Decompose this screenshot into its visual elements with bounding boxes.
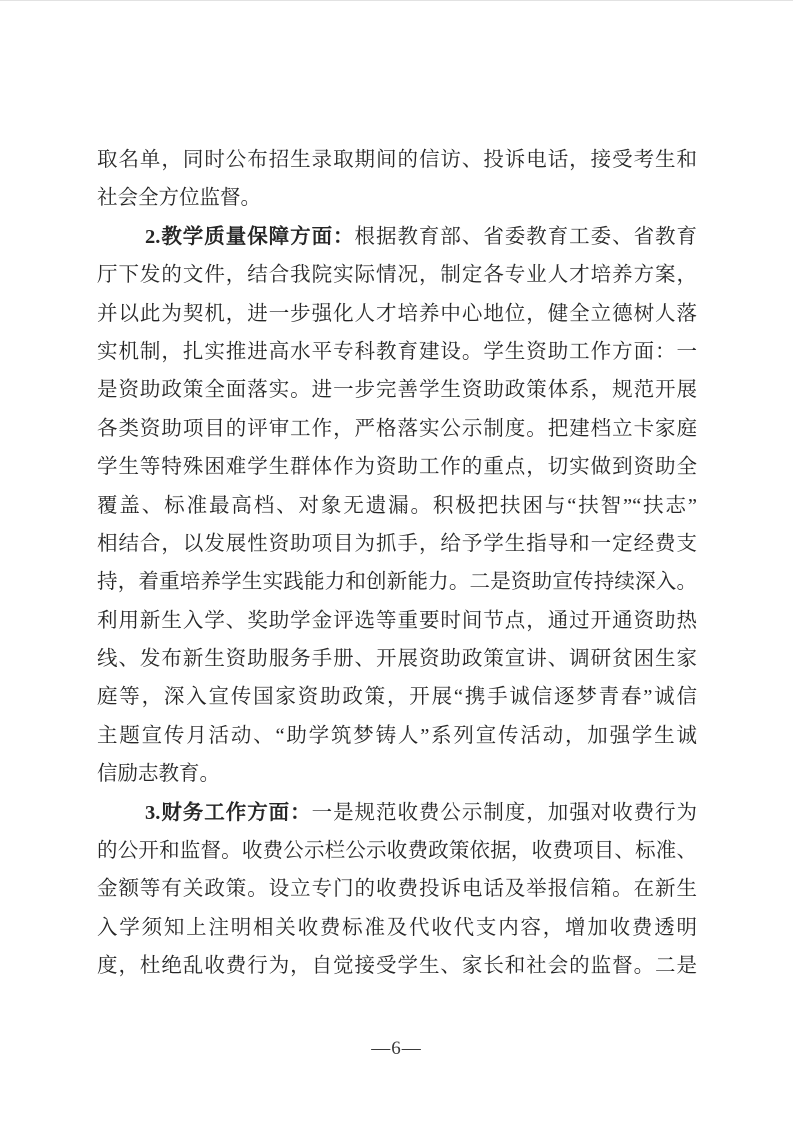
text-run: 庭等，深入宣传国家资助政策，开展“携手诚信逐梦青春”诚信 bbox=[97, 686, 697, 709]
doc-line bbox=[97, 410, 697, 448]
doc-line bbox=[97, 333, 697, 371]
text-run: 社会全方位监督。 bbox=[97, 187, 261, 210]
page-number: —6— bbox=[371, 1038, 422, 1059]
text-run: 相结合，以发展性资助项目为抓手，给予学生指导和一定经费支 bbox=[97, 532, 697, 555]
doc-line bbox=[97, 717, 697, 755]
doc-line bbox=[97, 870, 697, 908]
section-heading-run: 3.财务工作方面： bbox=[145, 801, 312, 824]
text-run: 是资助政策全面落实。进一步完善学生资助政策体系，规范开展 bbox=[97, 379, 697, 402]
text-run: 信励志教育。 bbox=[97, 763, 220, 786]
doc-line bbox=[97, 602, 697, 640]
text-run: 并以此为契机，进一步强化人才培养中心地位，健全立德树人落 bbox=[97, 302, 697, 325]
text-run: 厅下发的文件，结合我院实际情况，制定各专业人才培养方案， bbox=[97, 264, 697, 287]
doc-line bbox=[97, 640, 697, 678]
text-run: 根据教育部、省委教育工委、省教育 bbox=[354, 225, 698, 248]
doc-line bbox=[97, 563, 697, 601]
text-run: 学生等特殊困难学生群体作为资助工作的重点，切实做到资助全 bbox=[97, 456, 697, 479]
text-run: 持，着重培养学生实践能力和创新能力。二是资助宣传持续深入。 bbox=[97, 571, 697, 594]
section-heading-run: 2.教学质量保障方面： bbox=[145, 225, 355, 248]
doc-line bbox=[97, 755, 697, 793]
doc-line bbox=[97, 218, 697, 256]
doc-line bbox=[97, 179, 697, 217]
doc-line bbox=[97, 909, 697, 947]
doc-line bbox=[97, 678, 697, 716]
doc-line bbox=[97, 832, 697, 870]
text-run: 入学须知上注明相关收费标准及代收代支内容，增加收费透明 bbox=[97, 916, 697, 939]
doc-line bbox=[97, 141, 697, 179]
doc-line bbox=[97, 525, 697, 563]
doc-line bbox=[97, 947, 697, 985]
doc-line bbox=[97, 794, 697, 832]
doc-line bbox=[97, 487, 697, 525]
text-run: 实机制，扎实推进高水平专科教育建设。学生资助工作方面：一 bbox=[97, 340, 697, 363]
doc-line bbox=[97, 256, 697, 294]
text-run: 利用新生入学、奖助学金评选等重要时间节点，通过开通资助热 bbox=[97, 609, 697, 632]
text-run: 金额等有关政策。设立专门的收费投诉电话及举报信箱。在新生 bbox=[97, 878, 697, 901]
text-run: 取名单，同时公布招生录取期间的信访、投诉电话，接受考生和 bbox=[97, 149, 697, 171]
text-run: 的公开和监督。收费公示栏公示收费政策依据，收费项目、标准、 bbox=[97, 840, 697, 863]
text-run: 覆盖、标准最高档、对象无遗漏。积极把扶困与“扶智”“扶志” bbox=[97, 494, 697, 517]
text-run: 度，杜绝乱收费行为，自觉接受学生、家长和社会的监督。二是 bbox=[97, 955, 697, 978]
text-run: 线、发布新生资助服务手册、开展资助政策宣讲、调研贫困生家 bbox=[97, 648, 697, 671]
page-footer bbox=[0, 1037, 793, 1061]
text-run: 一是规范收费公示制度，加强对收费行为 bbox=[311, 801, 698, 824]
text-run: 主题宣传月活动、“助学筑梦铸人”系列宣传活动，加强学生诚 bbox=[97, 724, 697, 747]
document-body bbox=[97, 141, 697, 986]
doc-line bbox=[97, 295, 697, 333]
doc-line bbox=[97, 371, 697, 409]
doc-line bbox=[97, 448, 697, 486]
text-run: 各类资助项目的评审工作，严格落实公示制度。把建档立卡家庭 bbox=[97, 417, 697, 440]
